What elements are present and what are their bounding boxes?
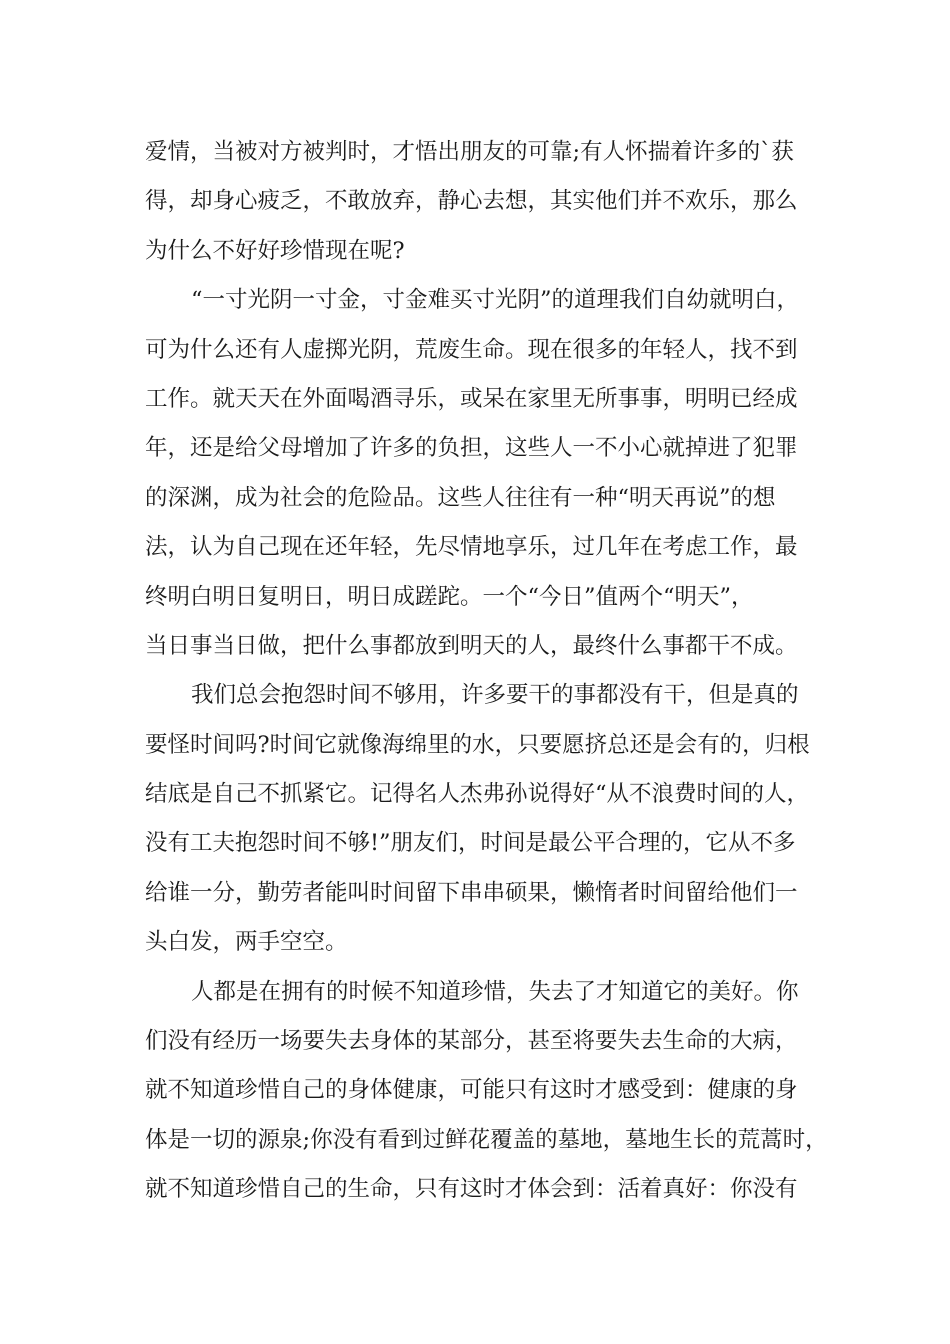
text-line: 们没有经历一场要失去身体的某部分，甚至将要失去生命的大病， [145,1028,798,1055]
text-line: 体是一切的源泉;你没有看到过鲜花覆盖的墓地，墓地生长的荒蒿时， [145,1126,828,1153]
text-line: 给谁一分，勤劳者能叫时间留下串串硕果，懒惰者时间留给他们一 [145,879,798,906]
text-line: 工作。就天天在外面喝酒寻乐，或呆在家里无所事事，明明已经成 [145,385,798,412]
text-line: 没有工夫抱怨时间不够!”朋友们，时间是最公平合理的，它从不多 [145,830,796,857]
text-line: 得，却身心疲乏，不敢放弃，静心去想，其实他们并不欢乐，那么 [145,188,798,215]
text-line: 就不知道珍惜自己的生命，只有这时才体会到：活着真好：你没有 [145,1176,798,1203]
text-line: 法，认为自己现在还年轻，先尽情地享乐，过几年在考虑工作，最 [145,534,798,561]
paragraph-1 [145,128,835,276]
text-line: 当日事当日做，把什么事都放到明天的人，最终什么事都干不成。 [145,632,798,659]
text-line: 终明白明日复明日，明日成蹉跎。一个“今日”值两个“明天”， [145,583,754,610]
paragraph-2 [145,276,835,671]
text-line: 头白发，两手空空。 [145,929,348,956]
paragraph-4 [145,968,835,1215]
text-line: 的深渊，成为社会的危险品。这些人往往有一种“明天再说”的想 [145,484,776,511]
text-line: 可为什么还有人虚掷光阴，荒废生命。现在很多的年轻人，找不到 [145,336,798,363]
text-line-first: 我们总会抱怨时间不够用，许多要干的事都没有干，但是真的 [191,682,799,709]
text-line-first: “一寸光阴一寸金，寸金难买寸光阴”的道理我们自幼就明白， [191,287,800,314]
document-body [145,128,835,1215]
text-line: 要怪时间吗?时间它就像海绵里的水，只要愿挤总还是会有的，归根 [145,731,810,758]
text-line: 年，还是给父母增加了许多的负担，这些人一不小心就掉进了犯罪 [145,435,798,462]
text-line: 结底是自己不抓紧它。记得名人杰弗孙说得好“从不浪费时间的人， [145,781,810,808]
text-line: 就不知道珍惜自己的身体健康，可能只有这时才感受到：健康的身 [145,1077,798,1104]
paragraph-3 [145,671,835,967]
text-line-first: 人都是在拥有的时候不知道珍惜，失去了才知道它的美好。你 [191,978,799,1005]
text-line: 爱情，当被对方被判时，才悟出朋友的可靠;有人怀揣着许多的`获 [145,139,794,165]
text-line: 为什么不好好珍惜现在呢? [145,237,405,264]
